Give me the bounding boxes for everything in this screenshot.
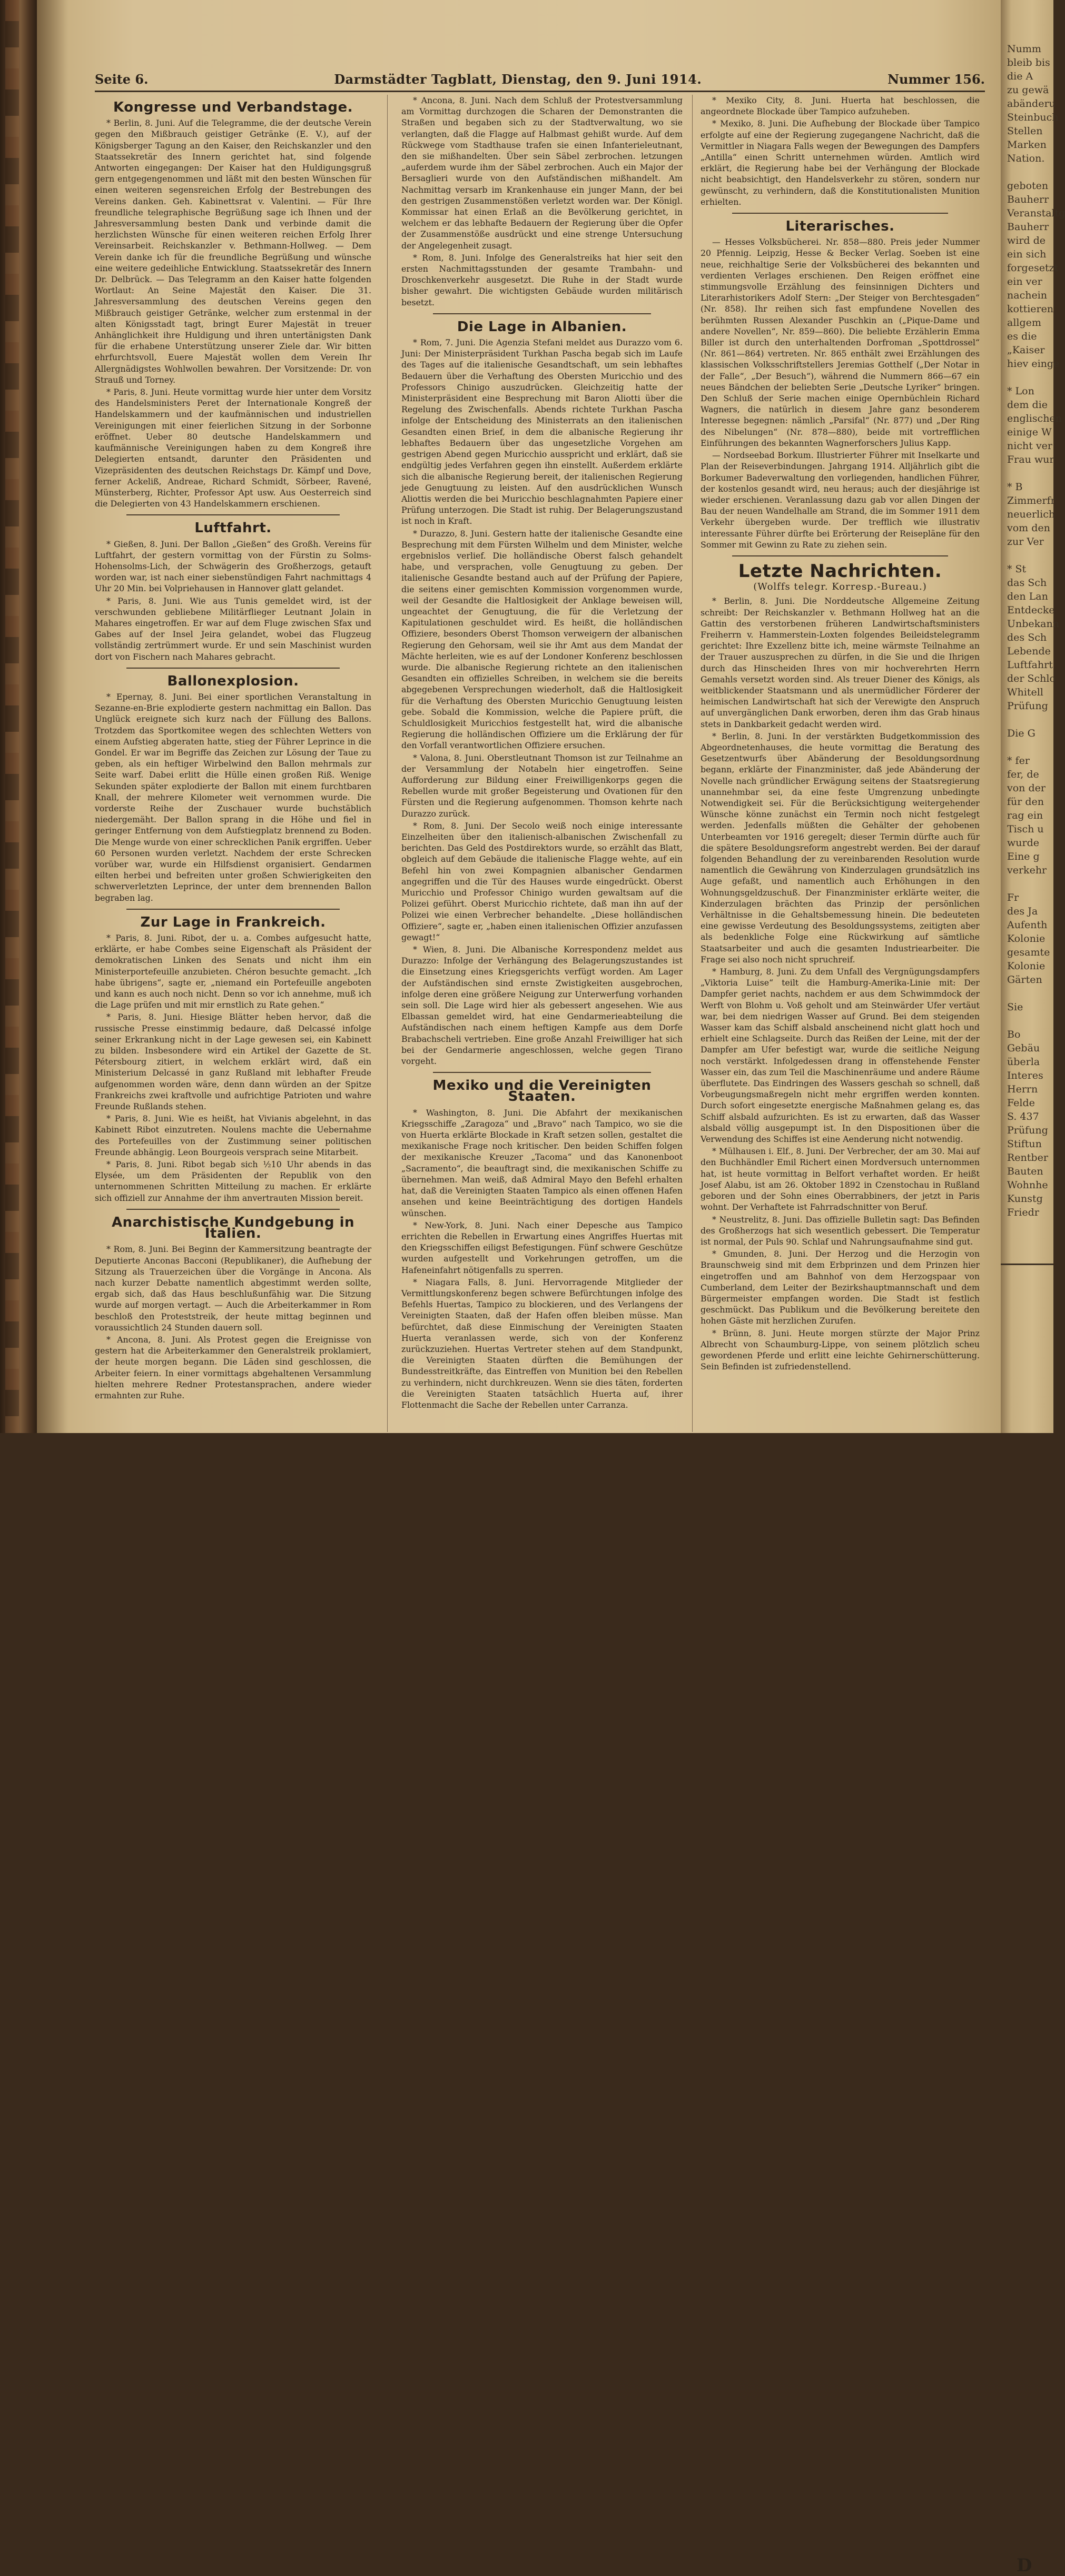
article-paragraph: * Mülhausen i. Elf., 8. Juni. Der Verbrecher, der am 30. Mai auf den Buchhändler Emil Richert einen Mordversuch unternommen hat, ist heute vormittag in Belfort verhaftet worden. Er heißt Josef Alabu, ist am 26. Oktober 1892 in Czenstochau in Rußland geboren und der Sohn eines Oberrabbiners, der jetzt in Paris wohnt. Der Verhaftete ist Fahrradschnitter von Beruf. [701,1146,980,1212]
adjacent-page-line: Unbekann [1007,618,1059,630]
adjacent-page-line: gesamte [1007,947,1050,958]
section-heading: Letzte Nachrichten. [738,560,942,582]
newspaper-title-date: Darmstädter Tagblatt, Dienstag, den 9. Juni 1914. [334,71,702,87]
adjacent-page-line: die A [1007,71,1033,82]
section-heading: Luftfahrt. [194,520,272,536]
adjacent-page-line: überla [1007,1056,1040,1068]
article-paragraph: * Paris, 8. Juni. Heute vormittag wurde hier unter dem Vorsitz des Handelsministers Peret der Internationale Kongreß der Handelskammern und der kaufmännischen und industriellen Vereinigungen mit einer feierlichen Sitzung in der Sorbonne eröffnet. Ueber 80 deutsche Handelskammern und kaufmännische Vereinigungen haben zu dem Kongreß ihre Delegierten entsandt, darunter den Präsidenten und Vizepräsidenten des deutschen Reichstags Dr. Kämpf und Dove, ferner Ackeliß, Andreae, Richard Schmidt, Sörbeer, Ravené, Münsterberg, Richter, Professor Apt usw. Aus Oesterreich sind die Delegierten von 43 Handelskammern erschienen. [95,387,371,509]
adjacent-page-line [1007,987,1054,1000]
adjacent-page-line: kottieren [1007,303,1054,315]
adjacent-page-line: zu gewä [1007,84,1049,96]
adjacent-page-line: hiev einge [1007,358,1060,370]
adjacent-page-line: Rentber [1007,1152,1048,1163]
article-paragraph: * Neustrelitz, 8. Juni. Das offizielle Bulletin sagt: Das Befinden des Großherzogs hat sich wesentlich gebessert. Die Temperatur ist normal, der Puls 90. Schlaf und Nahrungsaufnahme sind gut. [701,1214,980,1247]
article-paragraph: * Rom, 8. Juni. Der Secolo weiß noch einige interessante Einzelheiten über den italienisch-albanischen Zwischenfall zu berichten. Das Geld des Postdirektors wurde, so erzählt das Blatt, obgleich auf dem Gebäude die italienische Flagge wehte, auf ein Befehl hin von zwei Kompagnien albanischer Gendarmen angegriffen und die Tür des Hauses wurde eingedrückt. Oberst Muricchio und Professor Chinigo wurden gewaltsam auf die Polizei geführt. Oberst Muricchio richtete, daß man ihn auf der Polizei wie einen Verbrecher behandelte. „Diese holländischen Offiziere“, sagte er, „haben einen italienischen Offizier anzufassen gewagt!“ [401,820,683,942]
adjacent-page-line [1007,740,1054,754]
article-paragraph: * Ancona, 8. Juni. Als Protest gegen die Ereignisse von gestern hat die Arbeiterkammer den Generalstreik proklamiert, der heute morgen begann. Die Läden sind geschlossen, die Arbeiter feiern. In einer vormittags abgehaltenen Versammlung hielten mehrere Redner Protestansprachen, andere wieder ermahnten zur Ruhe. [95,1334,371,1400]
section-heading: Kongresse und Verbandstage. [113,100,353,115]
adjacent-page-line: Bauten [1007,1166,1043,1177]
article-paragraph: * Rom, 8. Juni. Infolge des Generalstreiks hat hier seit den ersten Nachmittagsstunden der gesamte Trambahn- und Droschkenverkehr ausgesetzt. Die Ruhe in der Stadt wurde bisher gewahrt. Die wichtigsten Gebäude wurden militärisch besetzt. [401,252,683,307]
adjacent-page-line: Luftfahrt [1007,659,1053,671]
article-paragraph: * Berlin, 8. Juni. Auf die Telegramme, die der deutsche Verein gegen den Mißbrauch geistiger Getränke (E. V.), auf der Königsberger Tagung an den Kaiser, den Reichskanzler und den Staatssekretär des Innern gerichtet hat, sind folgende Antworten eingegangen: Der Kaiser hat den Huldigungsgruß gern entgegengenommen und läßt mit den besten Wünschen für einen weiteren segensreichen Erfolg der Bestrebungen des Vereins danken. Geh. Kabinettsrat v. Valentini. — Für Ihre freundliche telegraphische Begrüßung sage ich Ihnen und der Jahresversammlung besten Dank und verbinde damit die herzlichsten Wünsche für einen weiteren reichen Erfolg Ihrer Vereinsarbeit. Reichskanzler v. Bethmann-Hollweg. — Dem Verein danke ich für die freundliche Begrüßung und wünsche eine weitere gedeihliche Entwicklung. Staatssekretär des Innern Dr. Delbrück. — Das Telegramm an den Kaiser hatte folgenden Wortlaut: An Seine Majestät den Kaiser. Die 31. Jahresversammlung des deutschen Vereins gegen den Mißbrauch geistiger Getränke, welcher zum erstenmal in der alten Königsstadt tagt, bringt Eurer Majestät in treuer Anhänglichkeit ihre Huldigung und ihren untertänigsten Dank für die erhabene Unterstützung unserer Ziele dar. Wir bitten ehrfurchtsvoll, Euere Majestät wollen dem Verein Ihr Allergnädigstes Wohlwollen bewahren. Der Vorsitzende: Dr. von Strauß und Torney. [95,118,371,385]
adjacent-page-line: ein sich [1007,248,1047,260]
adjacent-page-line: dem die [1007,399,1048,411]
adjacent-page-line: Bauherr [1007,221,1049,233]
adjacent-page-line: Eine g [1007,851,1040,862]
adjacent-page-line: * fer [1007,755,1030,767]
adjacent-page-line: Numm [1007,43,1041,55]
adjacent-page-line: Friedr [1007,1207,1039,1218]
adjacent-page-line: Kunstg [1007,1193,1043,1205]
article-paragraph: * Paris, 8. Juni. Wie aus Tunis gemeldet wird, ist der verschwunden gebliebene Militärflieger Leutnant Jolain in Mahares eingetroffen. Er war auf dem Fluge zwischen Sfax und Gabes auf der Insel Jeira gelandet, wobei das Flugzeug vollständig zertrümmert wurde. Er und sein Maschinist wurden dort von Fischern nach Mahares gebracht. [95,595,371,662]
adjacent-page-line: forgesetzt [1007,262,1059,274]
adjacent-page-line: Gärten [1007,974,1042,986]
section-divider [433,1072,651,1073]
section-heading: Mexiko und die Vereinigten Staaten. [432,1078,652,1105]
adjacent-page-line: Interes [1007,1070,1043,1081]
adjacent-page-line: Tisch u [1007,823,1044,835]
adjacent-page-line: geboten [1007,180,1049,192]
section-divider [433,313,651,314]
adjacent-page-line: „Kaiser [1007,344,1045,356]
adjacent-page-line [1007,877,1054,891]
column-divider [692,95,693,1432]
adjacent-page-line: englischen [1007,413,1062,424]
adjacent-page-box [1001,1264,1053,2576]
article-paragraph: * Gießen, 8. Juni. Der Ballon „Gießen“ des Großh. Vereins für Luftfahrt, der gestern vormittag von der Fürstin zu Solms-Hohensolms-Lich, der Schwägerin des Großherzogs, getauft worden war, ist nach einer siebenstündigen Fahrt nachmittags 4 Uhr 20 Min. bei Volpriehausen in Hannover glatt gelandet. [95,539,371,594]
article-paragraph: * Brünn, 8. Juni. Heute morgen stürzte der Major Prinz Albrecht von Schaumburg-Lippe, von seinem plötzlich scheu gewordenen Pferde und erlitt eine leichte Gehirnerschütterung. Sein Befinden ist zufriedenstellend. [701,1328,980,1372]
article-paragraph: * Berlin, 8. Juni. In der verstärkten Budgetkommission des Abgeordnetenhauses, die heute vormittag die Beratung des Gesetzentwurfs über Abänderung der Besoldungsordnung begann, erklärte der Finanzminister, daß jede Abänderung der Novelle nach gründlicher Erwägung seitens der Staatsregierung unannehmbar sei, da eine feste Umgrenzung unbedingte Notwendigkeit sei. Für die Berücksichtigung weitergehender Wünsche könne zunächst ein Termin noch nicht festgelegt werden. Jedenfalls müßten die Gehälter der gehobenen Unterbeamten vor 1916 geregelt; dieser Termin dürfte auch für die spätere Besoldungsreform angestrebt werden. Bei der darauf folgenden Behandlung der zu vereinbarenden Resolution wurde namentlich die Gewährung von Kinderzulagen grundsätzlich ins Auge gefaßt, und namentlich auch Erhöhungen in den Wohnungsgeldzuschuß. Der Finanzminister erklärte weiter, die Kinderzulagen brächten das Prinzip der persönlichen Verhältnisse in die Gehaltsbemessung hinein. Die bedeuteten eine gewisse Verdeutung des Besoldungssystems, zeitigten aber als bedenkliche Folge eine Rückwirkung auf sämtliche Staatsarbeiter und auch die gesamten Industriearbeiter. Die Frage sei also noch nicht spruchreif. [701,731,980,964]
issue-number: Nummer 156. [888,71,985,87]
adjacent-page-line: Frau wur [1007,454,1054,465]
section-divider [126,514,340,515]
adjacent-page-line: zur Ver [1007,536,1044,548]
adjacent-page-line: Sie [1007,1001,1023,1013]
adjacent-page-line: wird de [1007,235,1046,246]
masthead-rule [95,91,985,92]
section-heading: Ballonexplosion. [167,673,299,689]
page-gutter-shadow [37,0,68,1433]
column-2 [401,95,683,1411]
adjacent-page-line: Veranstaltg [1007,207,1065,219]
adjacent-page-line: nicht ver [1007,440,1052,452]
page-number: Seite 6. [95,71,149,87]
section-divider [732,555,948,556]
adjacent-page-line: Fr [1007,892,1019,903]
book-binding [0,0,37,1433]
adjacent-page-line: Stellen [1007,125,1043,137]
adjacent-page-line: des Ja [1007,906,1038,917]
article-paragraph: * New-York, 8. Juni. Nach einer Depesche aus Tampico errichten die Rebellen in Erwartung eines Angriffes Huertas mit den Kriegsschiffen eiligst Befestigungen. Fünf schwere Geschütze wurden aufgestellt und Vorkehrungen getroffen, um die Hafeneinfahrt nötigenfalls zu sperren. [401,1220,683,1275]
adjacent-page-line: S. 437 [1007,1111,1039,1122]
adjacent-page-line: von der [1007,782,1046,794]
article-paragraph: * Durazzo, 8. Juni. Gestern hatte der italienische Gesandte eine Besprechung mit dem Fürsten Wilhelm und dem Minister, welche ergebnislos verlief. Die holländische Oberst falsch gehandelt habe, und versprachen, volle Genugtuung zu geben. Der italienische Gesandte bestand auch auf der Prüfung der Papiere, die seitens einer gemischten Kommission vorgenommen wurde, weil der Gesandte die Haltlosigkeit der Anklage beweisen will, ungeachtet der Genugtuung, die für die Verletzung der Kapitulationen geschuldet wird. Es heißt, die holländischen Offiziere, besonders Oberst Thomson verweigern der albanischen Regierung den Gehorsam, weil sie ihr Amt aus dem Mandat der Mächte herleiten, wie es auf der Londoner Konferenz beschlossen wurde. Die albanische Regierung richtete an den italienischen Gesandten ein offizielles Schreiben, in welchem sie die bereits abgegebenen Versprechungen wiederholt, daß die Haltlosigkeit für die Verhaftung des Obersten Muricchio Genugtuung leisten gebe. Sobald die Kommission, welche die Papiere prüft, die Schuldlosigkeit Muricchios festgestellt hat, wird die albanische Regierung die holländischen Offiziere um die Erklärung der für den Vorfall verantwortlichen Offiziere ersuchen. [401,528,683,751]
section-divider [126,668,340,669]
adjacent-page-line: Bo [1007,1029,1021,1040]
article-paragraph: * Mexiko, 8. Juni. Die Aufhebung der Blockade über Tampico erfolgte auf eine der Regierung zugegangene Nachricht, daß die Vermittler in Niagara Falls wegen der Bewegungen des Dampfers „Antilla“ einen Schritt unternehmen würden. Amtlich wird erklärt, die Regierung habe bei der Verhängung der Blockade nicht beabsichtigt, den Handelsverkehr zu stören, sondern nur gewünscht, zu verhindern, daß die Konstitutionalisten Munition erhielten. [701,118,980,207]
adjacent-page-line: ein ver [1007,276,1042,287]
adjacent-page-line: Stiftun [1007,1138,1042,1150]
adjacent-page-line [1007,1014,1054,1028]
section-heading: Zur Lage in Frankreich. [140,914,326,930]
adjacent-page-line: Kolonie [1007,933,1046,944]
article-paragraph: * Gmunden, 8. Juni. Der Herzog und die Herzogin von Braunschweig sind mit dem Erbprinzen und dem Prinzen hier eingetroffen und am Bahnhof von dem Herzogspaar von Cumberland, dem Leiter der Bezirkshauptmannschaft und dem Bürgermeister empfangen worden. Die Stadt ist festlich geschmückt. Das Publikum und die Bevölkerung bereitete den hohen Gäste mit herzlichen Zurufen. [701,1249,980,1326]
adjacent-page-line: rag ein [1007,810,1043,821]
adjacent-page-line: für den [1007,796,1044,808]
adjacent-page-line: es die [1007,331,1037,342]
article-paragraph: * Mexiko City, 8. Juni. Huerta hat beschlossen, die angeordnete Blockade über Tampico aufzuheben. [701,95,980,117]
adjacent-page-line: den Lan [1007,591,1048,602]
section-heading: Anarchistische Kundgebung in Italien. [111,1214,354,1242]
section-subheading: (Wolffs telegr. Korresp.-Bureau.) [753,581,927,593]
section-heading: Die Lage in Albanien. [457,319,627,335]
adjacent-page-line: abänderu [1007,98,1056,110]
section-heading: Literarisches. [785,218,895,235]
article-paragraph: * Paris, 8. Juni. Hiesige Blätter heben hervor, daß die russische Presse einstimmig bedaure, daß Delcassé infolge seiner Erkrankung nicht in der Lage gewesen sei, ein Kabinett zu bilden. Insbesondere wird ein Artikel der Gazette de St. Pétersbourg zitiert, in welchem erklärt wird, daß ein Ministerium Delcassé in ganz Rußland mit lebhafter Freude aufgenommen worden wäre, denn dann würden an der Spitze Frankreichs zwei kraftvolle und aufrichtige Patrioten und wahre Freunde Rußlands stehen. [95,1012,371,1112]
adjacent-page-line: Lebende [1007,645,1051,657]
article-paragraph: * Washington, 8. Juni. Die Abfahrt der mexikanischen Kriegsschiffe „Zaragoza“ und „Bravo“ nach Tampico, wo sie die von Huerta erklärte Blockade in Kraft setzen sollen, gestaltet die mexikanische Frage noch kritischer. Den beiden Schiffen folgen der mexikanische Kreuzer „Tacoma“ und das Kanonenboot „Sacramento“, die beauftragt sind, die mexikanischen Schiffe zu übernehmen. Man weiß, daß Admiral Mayo den Befehl erhalten hat, daß die Vereinigten Staaten Tampico als einen offenen Hafen ansehen und keine Beeinträchtigung des dortigen Handels wünschen. [401,1107,683,1218]
adjacent-page-line: * B [1007,481,1023,493]
article-paragraph: — Hesses Volksbücherei. Nr. 858—880. Preis jeder Nummer 20 Pfennig. Leipzig, Hesse & Becker Verlag. Soeben ist eine neue, reichhaltige Serie der Volksbücherei des bekannten und verdienten Verlages erschienen. Den Reigen eröffnet eine stimmungsvolle Erzählung des feinsinnigen Dichters und Literarhistorikers Adolf Stern: „Der Steiger von Berchtesgaden“ (Nr. 858). Ihr reihen sich fast empfundene Novellen des berühmten Russen Alexander Puschkin an („Pique-Dame und andere Novellen“, Nr. 859—860). Die beliebte Erzählerin Emma Biller ist durch den unterhaltenden Dorfroman „Spottdrossel“ (Nr. 861—864) vertreten. Nr. 865 enthält zwei Erzählungen des klassischen Volksschriftstellers Jeremias Gotthelf („Der Notar in der Falle“, „Der Besuch“), während die Nummern 866—67 ein neues Bändchen der beliebten Serie „Deutsche Lyriker“ bringen. Den Schluß der Serie machen einige Opernbüchlein Richard Wagners, die natürlich in diesem Jahre ganz besonderem Interesse begegnen: nämlich „Parsifal“ (Nr. 877) und „Der Ring des Nibelungen“ (Nr. 878—880), beide mit vortrefflichen Einführungen des bekannten Wagnerforschers Julius Kapp. [701,237,980,448]
column-1 [95,95,371,1402]
adjacent-page-line: das Sch [1007,577,1047,589]
adjacent-page-line [1007,549,1054,562]
section-divider [126,909,340,910]
adjacent-page-line: Whitell [1007,687,1043,698]
article-paragraph: * Rom, 7. Juni. Die Agenzia Stefani meldet aus Durazzo vom 6. Juni: Der Ministerpräsident Turkhan Pascha begab sich im Laufe des Tages auf die italienische Gesandtschaft, um sein lebhaftes Bedauern über die Verhaftung des Obersten Muricchio und des Professors Chinigo auszudrücken. Gleichzeitig hatte der Ministerpräsident eine Besprechung mit Baron Aliotti über die Regelung des Zwischenfalls. Abends richtete Turkhan Pascha infolge der Entscheidung des Ministerrats an den italienischen Gesandten einen Brief, in dem die albanische Regierung ihr lebhaftes Bedauern über das ungesetzliche Vorgehen am gestrigen Abend gegen Muricchio ausspricht und erklärt, daß sie endgültig jedes Verfahren gegen ihn einstellt. Außerdem erklärte sich die albanische Regierung bereit, der italienischen Regierung jede Genugtuung zu leisten. Auf den ausdrücklichen Wunsch Aliottis werden die bei Muricchio beschlagnahmten Papiere einer Prüfung unterzogen. Die Stadt ist ruhig. Der Belagerungszustand ist noch in Kraft. [401,337,683,526]
adjacent-page-line: Nation. [1007,153,1045,164]
adjacent-page-line [1007,165,1054,179]
adjacent-page-line: allgem [1007,317,1041,329]
column-3 [701,95,980,1373]
masthead [95,67,985,91]
adjacent-page-line: Zimmerfr [1007,495,1056,506]
article-paragraph: * Hamburg, 8. Juni. Zu dem Unfall des Vergnügungsdampfers „Viktoria Luise“ teilt die Hamburg-Amerika-Linie mit: Der Dampfer geriet nachts, nachdem er aus dem Schwimmdock der Werft von Blohm u. Voß geholt und am Steinwärder Ufer vertäut war, bei dem niedrigen Wasser auf Grund. Bei dem steigenden Wasser kam das Schiff alsbald anscheinend nicht glatt hoch und erhielt eine Schlagseite. Durch das Reißen der Leine, mit der der Dampfer am Ufer befestigt war, wurde die seitliche Neigung noch verstärkt. Infolgedessen drang in offenstehende Fenster Wasser ein, das zum Teil die Maschinenräume und andere Räume überflutete. Das Eindringen des Wassers geschah so schnell, daß Vorbeugungsmaßregeln nicht mehr ergriffen werden konnten. Durch sofort eingesetzte energische Maßnahmen gelang es, das Schiff alsbald aufzurichten. Es ist zu erwarten, daß das Wasser alsbald völlig ausgepumpt ist. In den Dispositionen über die Verwendung des Schiffes ist eine Aenderung nicht notwendig. [701,967,980,1145]
adjacent-page-line: des Sch [1007,632,1047,643]
adjacent-page-line: Marken [1007,139,1047,151]
adjacent-page-line: Herrn [1007,1083,1038,1095]
adjacent-page-line: vom den [1007,522,1050,534]
adjacent-page-line: Kolonie [1007,960,1046,972]
adjacent-page-line: bleib bis [1007,57,1050,68]
adjacent-page-line: Entdecke [1007,604,1055,616]
article-paragraph: * Epernay, 8. Juni. Bei einer sportlichen Veranstaltung in Sezanne-en-Brie explodierte gestern nachmittag ein Ballon. Das Unglück ereignete sich kurz nach der Füllung des Ballons. Trotzdem das Sportkomitee wegen des schlechten Wetters von einem Aufstieg abgeraten hatte, stieg der Führer Leprince in die Gondel. Er war im Begriffe das Zeichen zur Lösung der Taue zu geben, als ein heftiger Wirbelwind den Ballon mehrmals zur Seite warf. Dabei erlitt die Hülle einen großen Riß. Wenige Sekunden später explodierte der Ballon mit einem furchtbaren Knall, der mehrere Kilometer weit vernommen wurde. Die vorderste Reihe der Zuschauer wurde buchstäblich niedergemäht. Der Ballon sprang in die Höhe und fiel in geringer Entfernung von dem Aufstiegplatz brennend zu Boden. Die Menge wurde von einer schrecklichen Panik ergriffen. Ueber 60 Personen wurden verletzt. Nachdem der erste Schrecken vorüber war, wurde ein Hilfsdienst organisiert. Gendarmen eilten herbei und befreiten unter großen Schwierigkeiten den schwerverletzten Leprince, der unter dem brennenden Ballon begraben lag. [95,691,371,903]
adjacent-page-line: neuerlich [1007,509,1056,520]
article-paragraph: * Paris, 8. Juni. Ribot begab sich ½10 Uhr abends in das Elysée, um dem Präsidenten der Republik von den unternommenen Schritten Mitteilung zu machen. Er erklärte sich offiziell zur Annahme der ihm anvertrauten Mission bereit. [95,1159,371,1203]
adjacent-page-line [1007,466,1054,480]
adjacent-page-line: Felde [1007,1097,1035,1109]
adjacent-page-line: einige W [1007,426,1052,438]
adjacent-page-line: wurde [1007,837,1039,849]
article-paragraph: * Wien, 8. Juni. Die Albanische Korrespondenz meldet aus Durazzo: Infolge der Verhängung des Belagerungszustandes ist die Einsetzung eines Kriegsgerichts verfügt worden. Am Lager der Aufständischen sind ernste Zwistigkeiten ausgebrochen, infolge deren eine größere Neigung zur Unterwerfung vorhanden sein soll. Die Lage wird hier als gebessert angesehen. Wie aus Elbassan gemeldet wird, hat eine Gendarmerieabteilung die Aufständischen nach einem heftigen Kampfe aus dem Dorfe Brabachscheli vertrieben. Eine große Anzahl Freiwilliger hat sich bei der Gendarmerie angeschlossen, welche gegen Tirano vorgeht. [401,944,683,1067]
article-paragraph: * Berlin, 8. Juni. Die Norddeutsche Allgemeine Zeitung schreibt: Der Reichskanzler v. Bethmann Hollweg hat an die Gattin des verstorbenen früheren Landwirtschaftsministers Freiherrn v. Hammerstein-Loxten folgendes Beileidstelegramm gerichtet: Ihre Exzellenz bitte ich, meine wärmste Teilnahme an der Trauer auszusprechen zu dürfen, in die Sie und die Ihrigen durch das Hinscheiden Ihres von mir hochverehrten Herrn Gemahls versetzt worden sind. Als treuer Diener des Königs, als weitblickender Staatsmann und als unermüdlicher Förderer der heimischen Landwirtschaft hat sich der Verewigte den Anspruch auf unvergänglichen Dank erworben, deren ihm das Grab hinaus stets in Dankbarkeit gedacht werden wird. [701,596,980,729]
adjacent-page-line: Wohnhe [1007,1179,1048,1191]
adjacent-page-line: verkehr [1007,864,1047,876]
adjacent-page-line [1007,713,1054,727]
adjacent-page-line: Prüfung [1007,1125,1048,1136]
article-paragraph: * Valona, 8. Juni. Oberstleutnant Thomson ist zur Teilnahme an der Versammlung der Notabeln hier eingetroffen. Seine Aufforderung zur Bildung einer Freiwilligenkorps gegen die Rebellen wurde mit großer Begeisterung und Ovationen für den Fürsten und die Regierung aufgenommen. Thomson kehrte nach Durazzo zurück. [401,752,683,819]
adjacent-page-line: nachein [1007,290,1047,301]
section-divider [732,213,948,214]
article-paragraph: * Paris, 8. Juni. Wie es heißt, hat Vivianis abgelehnt, in das Kabinett Ribot einzutreten. Noulens machte die Uebernahme des Portefeuilles von der Zustimmung seiner politischen Freunde abhängig. Leon Bourgeois versprach seine Mitarbeit. [95,1113,371,1157]
adjacent-page-line: der Schlo [1007,673,1056,684]
adjacent-page-line: Aufenth [1007,919,1048,931]
adjacent-page-line: Die G [1007,728,1036,739]
article-paragraph: * Rom, 8. Juni. Bei Beginn der Kammersitzung beantragte der Deputierte Anconas Bacconi (Republikaner), die Aufhebung der Sitzung als Trauerzeichen über die Vorgänge in Ancona. Als nach kurzer Debatte namentlich abgestimmt werden sollte, ergab sich, daß das Haus beschlußunfähig war. Die Sitzung wurde auf morgen vertagt. — Auch die Arbeiterkammer in Rom beschloß den Proteststreik, der heute mittag beginnen und voraussichtlich 24 Stunden dauern soll. [95,1244,371,1332]
adjacent-page-line: Steinbuch [1007,112,1059,123]
article-paragraph: * Ancona, 8. Juni. Nach dem Schluß der Protestversammlung am Vormittag durchzogen die Scharen der Demonstranten die Straßen und begaben sich zu der Stadtverwaltung, wo sie verlangten, daß die Flagge auf Halbmast gehißt wurde. Auf dem Rückwege vom Stadthause trafen sie einen Infanterieleutnant, den sie mißhandelten. Über sein Säbel zerbrochen. letzungen „auferdem wurde ihm der Säbel zerbrochen. Auch ein Major der Bersaglieri wurde von den Aufständischen mißhandelt. Am Nachmittag versarb im Krankenhause ein junger Mann, der bei den gestrigen Zusammenstößen verletzt worden war. Der Königl. Kommissar hat einen Erlaß an die Bevölkerung gerichtet, in welchem er das lebhafte Bedauern der Regierung über die Opfer der Zusammenstöße ausdrückt und eine strenge Untersuchung der Angelegenheit zusagt. [401,95,683,251]
adjacent-page-line: * Lon [1007,385,1034,397]
adjacent-page-line: Bauherr [1007,194,1049,205]
section-divider [126,1209,340,1210]
adjacent-page-line: * St [1007,563,1027,575]
column-divider [387,95,388,1432]
article-paragraph: * Niagara Falls, 8. Juni. Hervorragende Mitglieder der Vermittlungskonferenz begen schwere Befürchtungen infolge des Befehls Huertas, Tampico zu blockieren, und des Verlangens der Vereinigten Staaten, daß der Hafen offen bleiben müsse. Man befürchtet, daß diese Einmischung der Vereinigten Staaten Huerta veranlassen werde, sich von der Konferenz zurückzuziehen. Huertas Vertreter stehen auf dem Standpunkt, die Vereinigten Staaten dürften die Bemühungen der Bundesstreitkräfte, das Eintreffen von Munition bei den Rebellen zu verhindern, nicht durchkreuzen. Wenn sie dies täten, forderten die Vereinigten Staaten tatsächlich Huerta auf, ihrer Flottenmacht die Sache der Rebellen unter Carranza. [401,1277,683,1410]
adjacent-page-line: Prüfung [1007,700,1048,712]
article-paragraph: * Paris, 8. Juni. Ribot, der u. a. Combes aufgesucht hatte, erklärte, er habe Combes seine Eigenschaft als Präsident der demokratischen Linken des Senats und nicht ihm ein Ministerportefeuille anzubieten. Chéron besuchte gemacht. „Ich habe übrigens“, sagte er, „niemand ein Portefeuille angeboten und kann es auch noch nicht. Denn so vor ich annehme, muß ich die Lage prüfen und mit mir ernstlich zu Rate gehen.“ [95,933,371,1010]
adjacent-page-letter: D [1017,2555,1032,2576]
adjacent-page-line [1007,371,1054,384]
adjacent-page-edge [1001,0,1065,2576]
adjacent-page-line: Gebäu [1007,1042,1040,1054]
article-paragraph: — Nordseebad Borkum. Illustrierter Führer mit Inselkarte und Plan der Reiseverbindungen. Jahrgang 1914. Alljährlich gibt die Borkumer Badeverwaltung den vorliegenden, handlichen Führer, der kostenlos gesandt wird, neu heraus; auch der diesjährige ist wieder erschienen. Veranlassung dazu gab vor allen Dingen der Bau der neuen Wandelhalle am Strand, die im Sommer 1911 dem Verkehr übergeben wurde. Der trefflich wie illustrativ interessante Führer dürfte bei Erörterung der Reisepläne für den Sommer mit Gewinn zu Rate zu ziehen sein. [701,450,980,550]
adjacent-page-text [1007,42,1065,1219]
adjacent-page-line: fer, de [1007,769,1039,780]
